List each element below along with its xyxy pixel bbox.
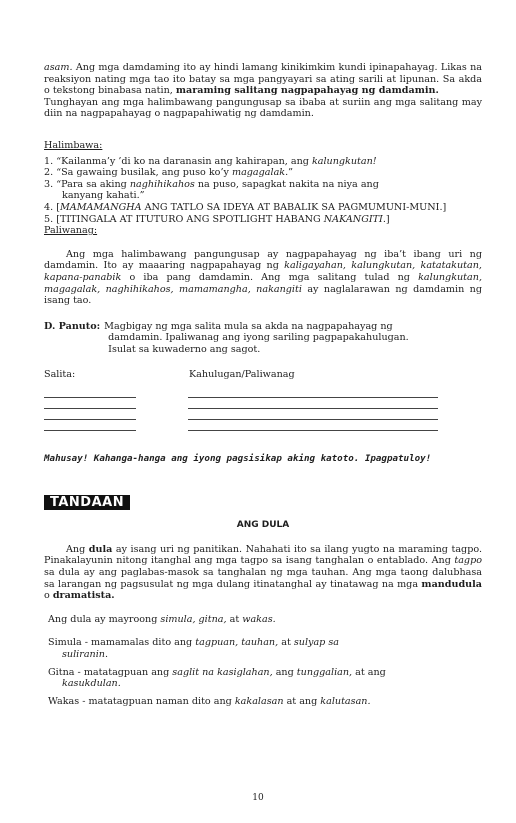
- dula-text: o: [44, 590, 53, 602]
- panuto-label: D. Panuto:: [44, 320, 101, 332]
- dula-bold: dramatista.: [52, 590, 115, 602]
- example-text: .]: [382, 213, 390, 225]
- paliwanag-text: o iba pang damdamin. Ang mga salitang tulad ng: [121, 271, 419, 283]
- dula-emphasis: suliranin.: [62, 649, 109, 660]
- dula-paragraph: [44, 544, 482, 602]
- dula-text: sa dula ay ang paglabas-masok sa tanghalan ng mga tauhan. Ang mga taong dalubhasa sa larangan ng pagsusulat ng mga dulang itinatanghal ay tinatawag na mga: [44, 567, 482, 590]
- praise-text: Mahusay! Kahanga-hanga ang iyong pagsisikap aking katoto. Ipagpatuloy!: [44, 453, 432, 465]
- salita-line: [44, 398, 136, 409]
- kahulugan-line: [188, 387, 438, 398]
- dula-text: Wakas - matatagpuan naman dito ang: [48, 695, 235, 707]
- answer-row: [44, 387, 482, 398]
- dula-text: at ang: [283, 695, 321, 707]
- intro-paragraph-2: Tunghayan ang mga halimbawang pangungusap sa ibaba at suriin ang mga salitang may diin na nagpapahayag o nagpapahiwatig ng damdamin.: [44, 96, 482, 120]
- dula-emphasis: kalutasan.: [320, 695, 371, 707]
- example-item: [44, 202, 482, 214]
- gitna-item: [48, 667, 482, 690]
- dula-bold: dula: [88, 543, 113, 555]
- dula-text: at: [278, 637, 294, 649]
- examples-list: [44, 156, 482, 226]
- example-emphasis: MAMAMANGHA: [59, 201, 142, 213]
- kahulugan-line: [188, 409, 438, 420]
- paliwanag-text: ay naglalarawan ng damdamin ng isang tao.: [44, 283, 483, 307]
- dula-text: Simula - mamamalas dito ang: [48, 637, 196, 649]
- example-item: [44, 156, 482, 168]
- dula-text: Gitna - matatagpuan ang: [48, 666, 173, 678]
- example-item: [44, 214, 482, 226]
- dula-emphasis: tagpo: [454, 555, 482, 567]
- wakas-item: [48, 696, 482, 708]
- panuto-line: Magbigay ng mga salita mula sa akda na nagpapahayag ng: [104, 320, 393, 332]
- dula-emphasis: sulyap sa: [293, 637, 340, 649]
- kahulugan-line: [188, 398, 438, 409]
- salita-line: [44, 420, 136, 431]
- salita-line: [44, 387, 136, 398]
- kahulugan-line: [188, 420, 438, 431]
- answer-row: [44, 398, 482, 409]
- paliwanag-paragraph: [44, 249, 482, 307]
- example-text: 2. “Sa gawaing busilak, ang puso ko’y: [44, 167, 232, 179]
- kahulugan-column-header: Kahulugan/Paliwanag: [189, 369, 295, 381]
- salita-column-header: Salita:: [44, 369, 76, 381]
- example-item: [44, 179, 482, 202]
- example-item: [44, 167, 482, 179]
- dula-title: ANG DULA: [236, 520, 290, 531]
- example-emphasis: kalungkutan!: [311, 155, 377, 167]
- panuto-block: [44, 321, 482, 356]
- example-emphasis: naghihikahos: [129, 178, 195, 190]
- dula-text: Ang: [66, 543, 89, 555]
- panuto-body: [104, 321, 482, 356]
- intro-bold: maraming salitang nagpapahayag ng damdamin.: [175, 85, 439, 97]
- answer-row: [44, 420, 482, 431]
- example-text: ANG TATLO SA IDEYA AT BABALIK SA PAGMUMUNI-MUNI.]: [141, 201, 447, 213]
- paliwanag-emphasis: kalungkutan, magagalak, naghihikahos, mamamangha, nakangiti: [44, 271, 482, 295]
- dula-text: at: [226, 613, 243, 625]
- example-text: 3. “Para sa aking: [44, 178, 130, 190]
- halimbawa-label: Halimbawa:: [44, 139, 103, 151]
- example-text: 5. [TITINGALA AT ITUTURO ANG SPOTLIGHT HABANG: [44, 213, 324, 225]
- dula-emphasis: tagpuan, tauhan,: [195, 637, 279, 649]
- dula-text: Ang dula ay mayroong: [48, 613, 161, 625]
- dula-emphasis: saglit na kasiglahan,: [172, 666, 273, 678]
- answer-row: [44, 409, 482, 420]
- answer-table-header: [44, 369, 482, 381]
- dula-parts: [44, 637, 482, 707]
- example-emphasis: NAKANGITI: [323, 213, 383, 225]
- example-text: 4. [: [44, 201, 60, 213]
- example-text: na puso, sapagkat nakita na niya ang: [194, 178, 379, 190]
- panuto-line: Isulat sa kuwaderno ang sagot.: [108, 343, 261, 355]
- page-number: 10: [252, 793, 264, 803]
- dula-emphasis: kakalasan: [234, 695, 284, 707]
- dula-emphasis: simula, gitna,: [160, 613, 227, 625]
- dula-emphasis: tunggalian,: [296, 666, 353, 678]
- dula-emphasis: kasukdulan.: [62, 678, 121, 690]
- dula-text: ay isang uri ng panitikan. Nahahati ito sa ilang yugto na maraming tagpo. Pinakalayunin nitong itanghal ang mga tagpo sa isang tanghalan o entablado. Ang: [44, 543, 482, 567]
- paliwanag-label: Paliwanag:: [44, 225, 98, 237]
- example-text: 1. “Kailanma’y ’di ko na daranasin ang kahirapan, ang: [44, 155, 312, 167]
- dula-text: at ang: [352, 666, 386, 678]
- tandaan-heading: TANDAAN: [44, 495, 130, 511]
- example-emphasis: magagalak.: [231, 167, 289, 179]
- intro-text: Ang mga damdaming ito ay hindi lamang kinikimkim kundi ipinapahayag. Likas na reaksiyon nating mga tao ito batay sa mga pangyayari sa ating sarili at lipunan. Sa akda o tekstong binabasa natin,: [44, 62, 482, 97]
- intro-paragraph: [44, 62, 482, 97]
- paliwanag-text: Ang mga halimbawang pangungusap ay nagpapahayag ng iba’t ibang uri ng damdamin. Ito ay maaaring nagpapahayag ng: [44, 248, 482, 272]
- dula-emphasis: wakas.: [242, 613, 276, 625]
- dula-parts-intro: [44, 614, 482, 626]
- paliwanag-emphasis: kaligayahan, kalungkutan, katatakutan, kapana-panabik: [44, 260, 482, 283]
- intro-italic: asam.: [44, 62, 73, 73]
- example-continuation: kanyang kahati.”: [62, 190, 145, 202]
- example-text: ”: [288, 167, 294, 179]
- salita-line: [44, 409, 136, 420]
- panuto-line: damdamin. Ipaliwanag ang iyong sariling pagpapakahulugan.: [108, 332, 409, 344]
- dula-text: ang: [272, 666, 297, 678]
- simula-item: [48, 637, 482, 660]
- answer-lines: [44, 387, 482, 431]
- dula-bold: mandudula: [421, 578, 482, 590]
